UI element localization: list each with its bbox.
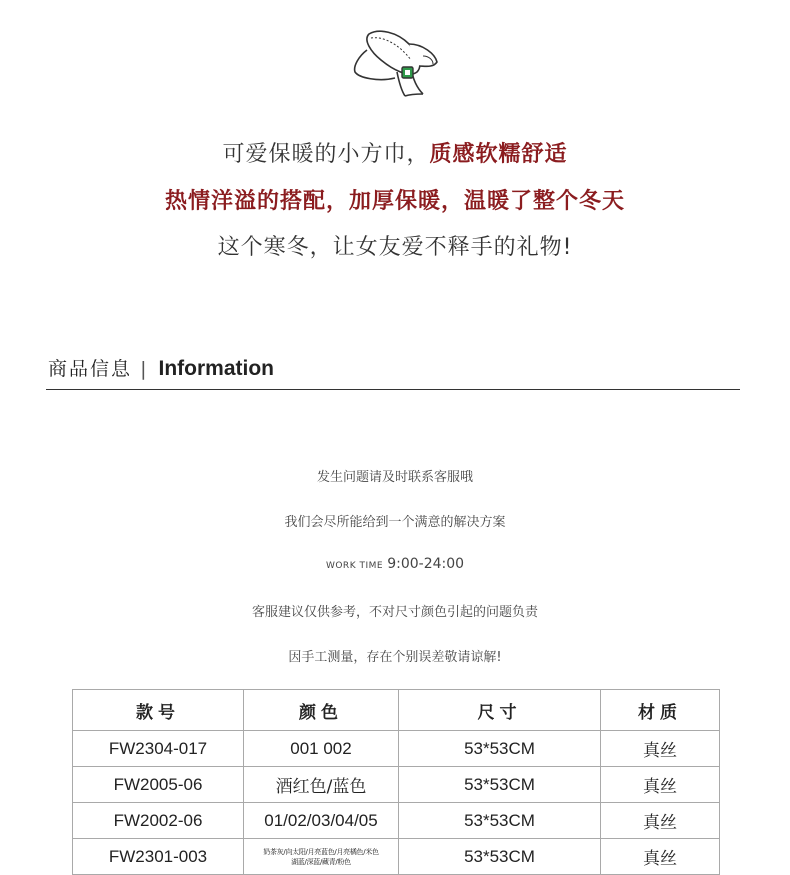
table-header-row <box>73 690 720 731</box>
information-heading <box>48 354 274 381</box>
note-solution: 我们会尽所能给到一个满意的解决方案 <box>284 515 506 530</box>
table-row <box>73 803 720 839</box>
spec-table <box>72 689 720 875</box>
slogan-line-2: 热情洋溢的搭配，加厚保暖，温暖了整个冬天 <box>164 189 625 214</box>
cell-color-line-1: 奶茶灰/向太阳/月亮蓝色/月亮橘色/米色 <box>263 847 379 856</box>
slogan-line-1-highlight: 质感软糯舒适 <box>429 142 568 167</box>
slogan-line-1 <box>0 137 790 168</box>
cell-code: FW2304-017 <box>73 731 244 767</box>
cell-size: 53*53CM <box>399 839 601 875</box>
header-size: 尺寸 <box>399 690 601 731</box>
table-row <box>73 767 720 803</box>
cell-material: 真丝 <box>601 731 720 767</box>
header-color: 颜色 <box>244 690 399 731</box>
work-time-value: 9:00-24:00 <box>387 556 465 572</box>
cell-color-line-2: 湖蓝/深蓝/藏青/粉色 <box>291 857 351 866</box>
cell-size: 53*53CM <box>399 803 601 839</box>
slogan-line-1-part-a: 可爱保暖的小方巾， <box>222 142 430 167</box>
information-heading-separator: | <box>140 358 147 380</box>
slogan-line-3: 这个寒冬，让女友爱不释手的礼物! <box>217 235 573 260</box>
work-time-label: WORK TIME <box>325 561 384 571</box>
header-code: 款号 <box>73 690 244 731</box>
cell-code: FW2301-003 <box>73 839 244 875</box>
cell-color: 001 002 <box>244 731 399 767</box>
cell-code: FW2005-06 <box>73 767 244 803</box>
cell-color <box>244 839 399 875</box>
cell-material: 真丝 <box>601 839 720 875</box>
cell-material: 真丝 <box>601 767 720 803</box>
table-row <box>73 839 720 875</box>
information-heading-cn: 商品信息 <box>48 358 133 380</box>
note-disclaimer: 客服建议仅供参考，不对尺寸颜色引起的问题负责 <box>251 605 538 620</box>
information-heading-en: Information <box>158 357 275 380</box>
header-material: 材质 <box>601 690 720 731</box>
note-work-time <box>0 556 790 572</box>
note-contact: 发生问题请及时联系客服哦 <box>316 470 473 485</box>
cell-size: 53*53CM <box>399 731 601 767</box>
information-divider <box>46 389 740 390</box>
cell-color: 酒红色/蓝色 <box>244 767 399 803</box>
cell-size: 53*53CM <box>399 767 601 803</box>
cell-code: FW2002-06 <box>73 803 244 839</box>
cell-material: 真丝 <box>601 803 720 839</box>
scarf-icon <box>349 26 445 102</box>
table-row <box>73 731 720 767</box>
cell-color: 01/02/03/04/05 <box>244 803 399 839</box>
note-measurement: 因手工测量，存在个别误差敬请谅解! <box>288 650 502 665</box>
